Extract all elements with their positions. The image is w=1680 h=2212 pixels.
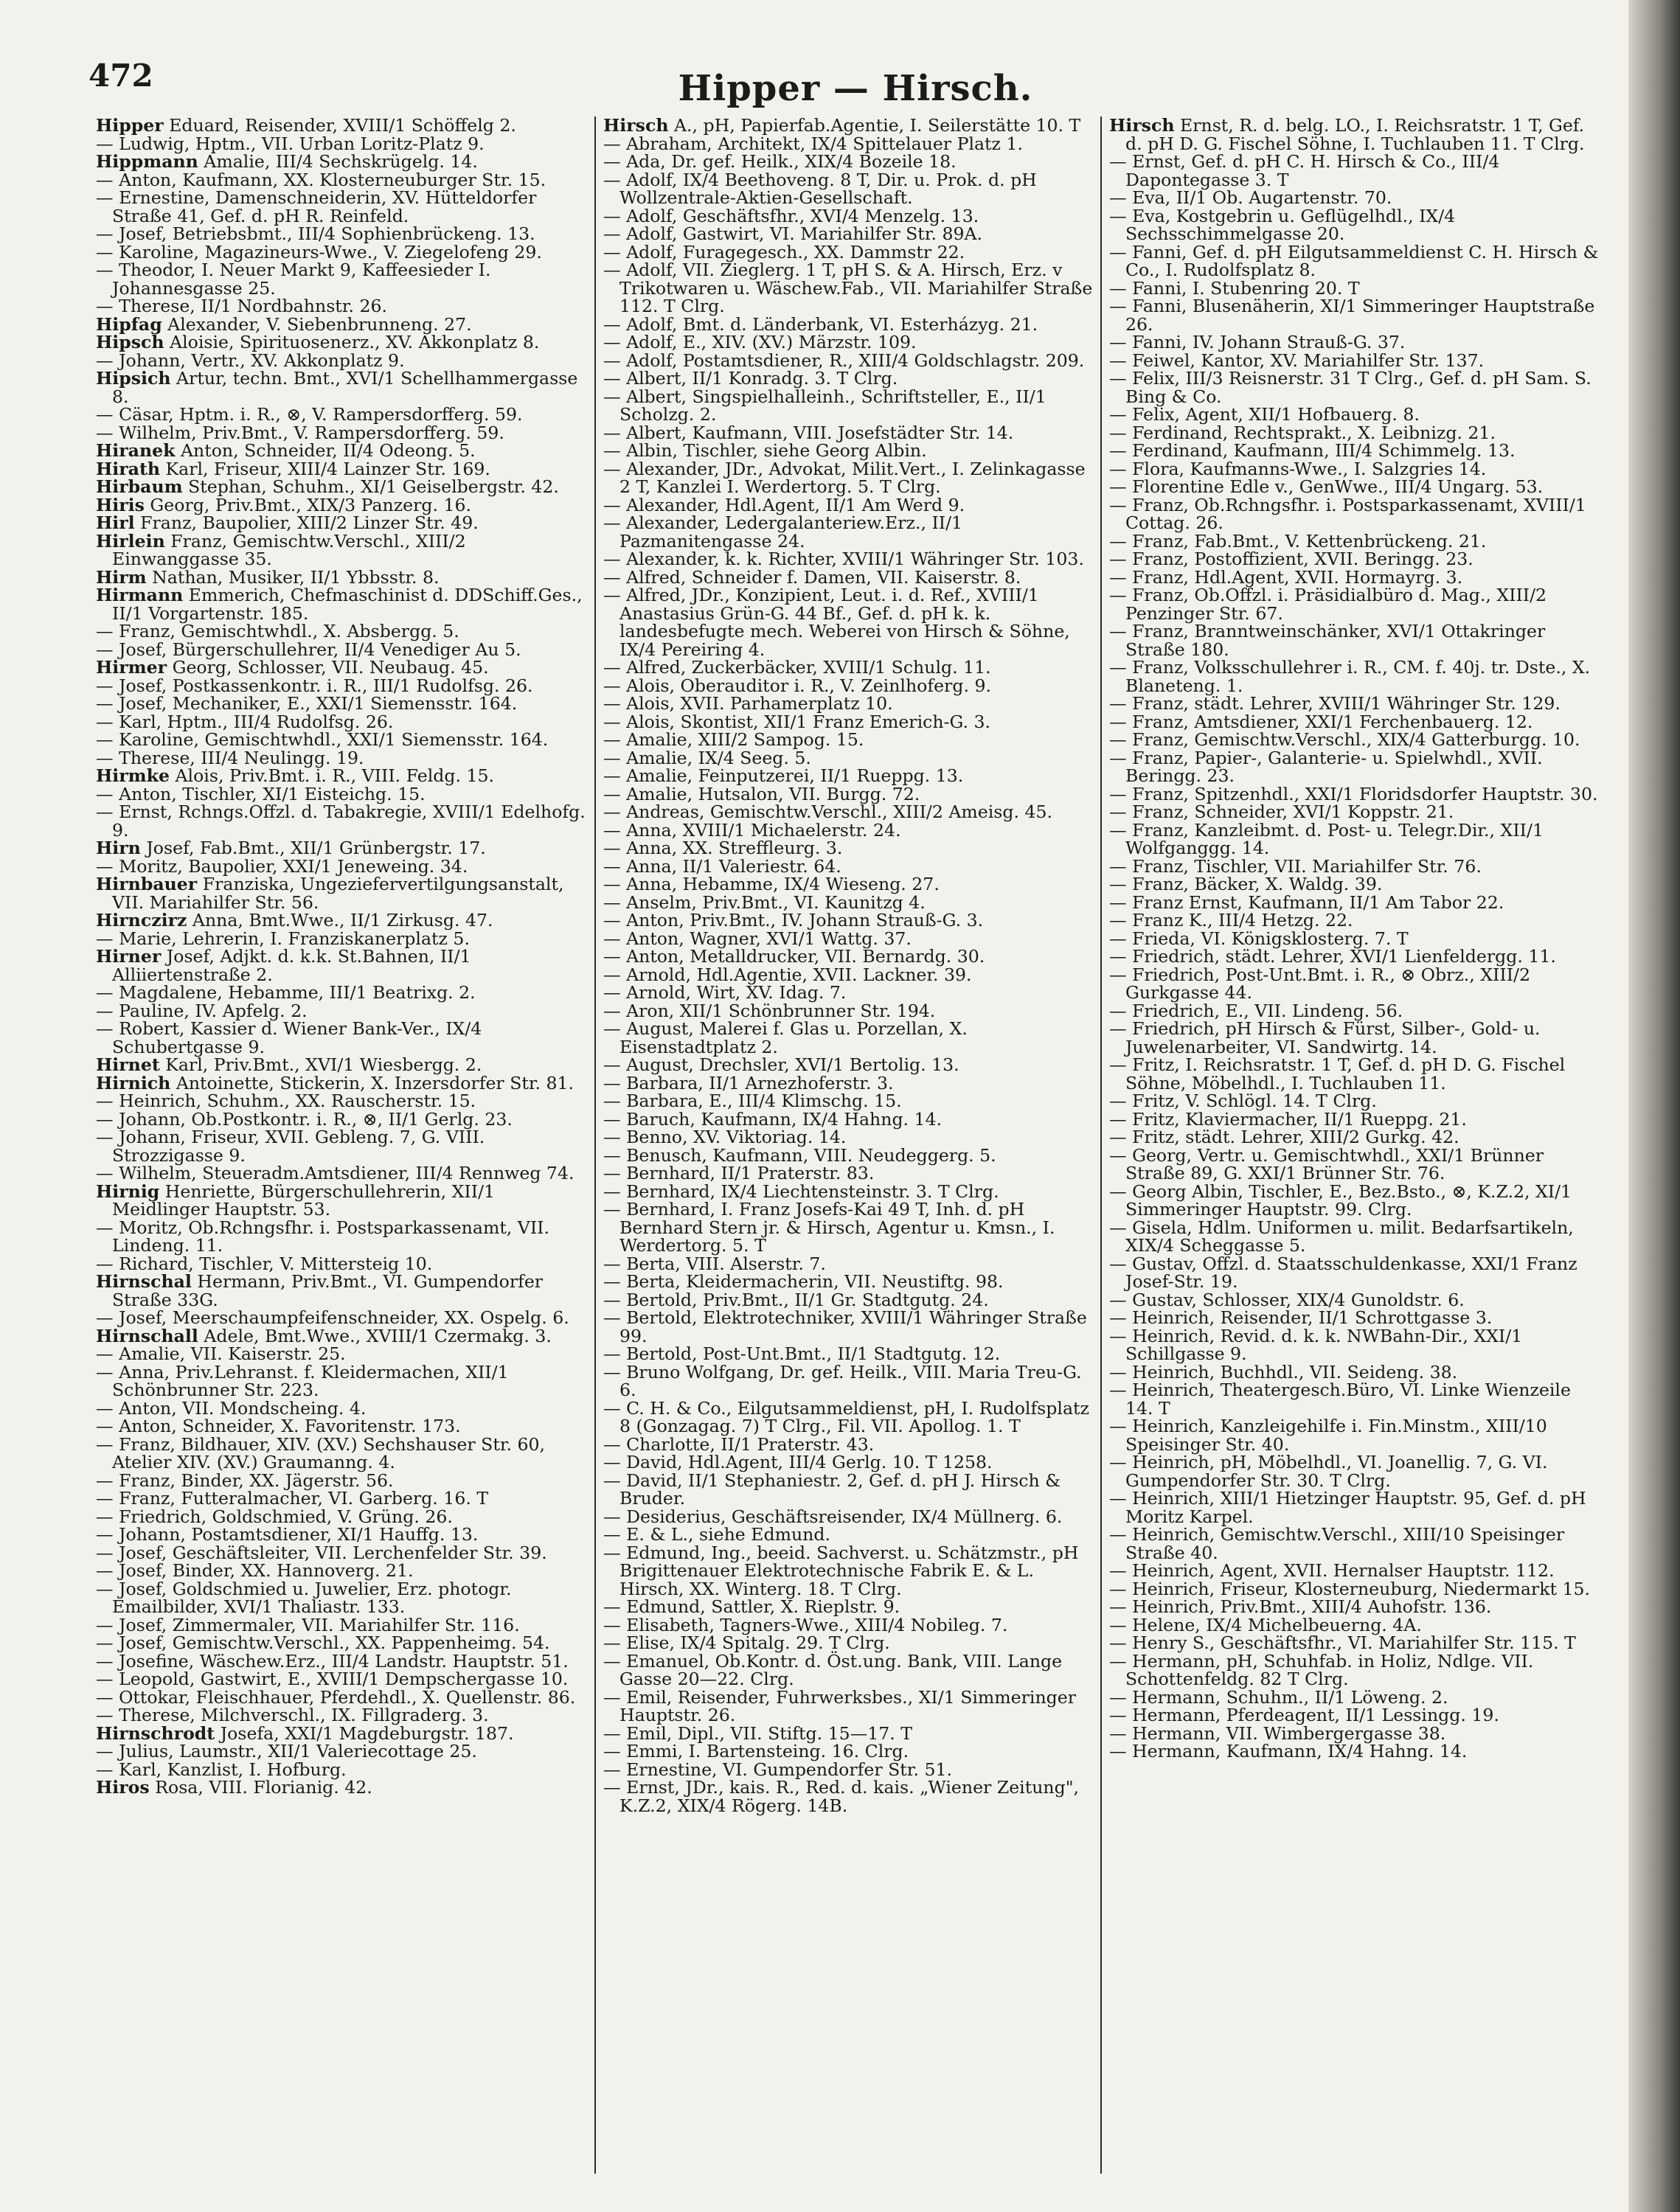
directory-entry: — Alfred, JDr., Konzipient, Leut. i. d. Ref., XVIII/1 Anastasius Grün-G. 44 Bf., Gef. d. pH k. k. landesbefugte mech. Weberei von Hirsch & Söhne, IX/4 Pereiring 4.	[603, 585, 1070, 660]
directory-entry: — Anton, VII. Mondscheing. 4.	[96, 1397, 367, 1419]
directory-entry: — Emil, Reisender, Fuhrwerksbes., XI/1 Simmeringer Hauptstr. 26.	[603, 1686, 1076, 1725]
columns-container	[88, 116, 1608, 2174]
directory-entry: — Ernst, Gef. d. pH C. H. Hirsch & Co., III/4 Dapontegasse 3. T	[1109, 151, 1500, 190]
directory-entry: — Bernhard, II/1 Praterstr. 83.	[603, 1163, 875, 1183]
directory-entry: — Bruno Wolfgang, Dr. gef. Heilk., VIII. Maria Treu-G. 6.	[603, 1361, 1082, 1400]
directory-entry: — Karl, Kanzlist, I. Hofburg.	[96, 1759, 347, 1780]
directory-entry: — Heinrich, Theatergesch.Büro, VI. Linke Wienzeile 14. T	[1109, 1380, 1571, 1419]
directory-entry: — Franz, Bäcker, X. Waldg. 39.	[1109, 874, 1383, 894]
directory-entry: — Therese, III/4 Neulingg. 19.	[96, 747, 364, 768]
directory-entry: Hirlein Franz, Gemischtw.Verschl., XIII/2 Einwanggasse 35.	[96, 530, 466, 569]
directory-entry: — Moritz, Ob.Rchngsfhr. i. Postsparkassenamt, VII. Lindeng. 11.	[96, 1217, 549, 1256]
directory-entry: — Heinrich, Revid. d. k. k. NWBahn-Dir., XXI/1 Schillgasse 9.	[1109, 1325, 1523, 1364]
directory-entry: — Anna, II/1 Valeriestr. 64.	[603, 855, 841, 877]
directory-entry: — Franz, Ob.Rchngsfhr. i. Postsparkassenamt, XVIII/1 Cottag. 26.	[1109, 494, 1586, 533]
directory-entry: — C. H. & Co., Eilgutsammeldienst, pH, I. Rudolfsplatz 8 (Gonzagag. 7) T Clrg., Fil. VII. Apollog. 1. T	[603, 1397, 1089, 1436]
directory-entry: Hirmann Emmerich, Chefmaschinist d. DDSchiff.Ges., II/1 Vorgartenstr. 185.	[96, 585, 583, 624]
directory-entry: — Adolf, Furagegesch., XX. Dammstr 22.	[603, 241, 965, 262]
directory-entry: — Alexander, k. k. Richter, XVIII/1 Währinger Str. 103.	[603, 549, 1084, 569]
directory-entry: — Eva, Kostgebrin u. Geflügelhdl., IX/4 Sechsschimmelgasse 20.	[1109, 205, 1456, 244]
directory-entry: — Theodor, I. Neuer Markt 9, Kaffeesieder I. Johannesgasse 25.	[96, 260, 491, 299]
directory-entry: Hiros Rosa, VIII. Florianig. 42.	[96, 1777, 372, 1798]
directory-entry: — Franz, Schneider, XVI/1 Koppstr. 21.	[1109, 801, 1454, 822]
directory-entry: — Anton, Tischler, XI/1 Eisteichg. 15.	[96, 783, 426, 804]
directory-entry: — Josef, Bürgerschullehrer, II/4 Venediger Au 5.	[96, 639, 521, 660]
directory-entry: — Franz, Papier-, Galanterie- u. Spielwhdl., XVII. Beringg. 23.	[1109, 747, 1543, 786]
directory-entry: — Franz, Kanzleibmt. d. Post- u. Telegr.Dir., XII/1 Wolfganggg. 14.	[1109, 819, 1544, 858]
directory-entry: Hirm Nathan, Musiker, II/1 Ybbsstr. 8.	[96, 566, 440, 588]
directory-entry: — Gisela, Hdlm. Uniformen u. milit. Bedarfsartikeln, XIX/4 Scheggasse 5.	[1109, 1217, 1574, 1256]
directory-entry: Hippmann Amalie, III/4 Sechskrügelg. 14.	[96, 151, 478, 172]
directory-entry: — Heinrich, Reisender, II/1 Schrottgasse 3.	[1109, 1307, 1493, 1328]
directory-entry: — Frieda, VI. Königsklosterg. 7. T	[1109, 928, 1409, 949]
directory-entry: Hirath Karl, Friseur, XIII/4 Lainzer Str. 169.	[96, 458, 490, 479]
column-right	[1100, 116, 1606, 2174]
directory-entry: — Franz, städt. Lehrer, XVIII/1 Währinger Str. 129.	[1109, 693, 1561, 714]
directory-entry: — Ludwig, Hptm., VII. Urban Loritz-Platz 9.	[96, 133, 485, 154]
directory-entry: — Hermann, pH, Schuhfab. in Holiz, Ndlge. VII. Schottenfeldg. 82 T Clrg.	[1109, 1650, 1534, 1689]
directory-entry: Hirsch A., pH, Papierfab.Agentie, I. Seilerstätte 10. T	[603, 116, 1081, 136]
directory-entry: Hirnczirz Anna, Bmt.Wwe., II/1 Zirkusg. 47.	[96, 910, 493, 931]
directory-entry: — Fritz, I. Reichsratstr. 1 T, Gef. d. pH D. G. Fischel Söhne, Möbelhdl., I. Tuchlauben 11.	[1109, 1054, 1566, 1093]
directory-entry: — Arnold, Hdl.Agentie, XVII. Lackner. 39.	[603, 964, 972, 985]
directory-entry: — Barbara, E., III/4 Klimschg. 15.	[603, 1091, 902, 1111]
directory-entry: — Franz, Tischler, VII. Mariahilfer Str. 76.	[1109, 855, 1482, 877]
directory-entry: — Amalie, IX/4 Seeg. 5.	[603, 747, 811, 768]
directory-entry: — Gustav, Schlosser, XIX/4 Gunoldstr. 6.	[1109, 1289, 1465, 1310]
directory-entry: Hirnschall Adele, Bmt.Wwe., XVIII/1 Czermakg. 3.	[96, 1325, 552, 1346]
directory-entry: — Ernst, JDr., kais. R., Red. d. kais. „Wiener Zeitung", K.Z.2, XIX/4 Rögerg. 14B.	[603, 1777, 1080, 1816]
directory-entry: — Heinrich, Friseur, Klosterneuburg, Niedermarkt 15.	[1109, 1578, 1591, 1599]
directory-entry: — Heinrich, Schuhm., XX. Rauscherstr. 15.	[96, 1091, 476, 1111]
directory-entry: — Adolf, Bmt. d. Länderbank, VI. Esterházyg. 21.	[603, 313, 1038, 335]
page-edge-shadow	[1628, 0, 1680, 2212]
directory-entry: — Franz, Gemischtwhdl., X. Absbergg. 5.	[96, 621, 459, 641]
directory-entry: — Heinrich, XIII/1 Hietzinger Hauptstr. 95, Gef. d. pH Moritz Karpel.	[1109, 1488, 1586, 1527]
directory-entry: — Elise, IX/4 Spitalg. 29. T Clrg.	[603, 1632, 890, 1653]
directory-entry: — Heinrich, Buchhdl., VII. Seideng. 38.	[1109, 1361, 1458, 1382]
directory-entry: — Hermann, VII. Wimbergergasse 38.	[1109, 1722, 1446, 1744]
directory-entry: — Pauline, IV. Apfelg. 2.	[96, 1000, 308, 1021]
directory-entry: — Adolf, Postamtsdiener, R., XIII/4 Goldschlagstr. 209.	[603, 349, 1085, 371]
directory-entry: — Franz, Fab.Bmt., V. Kettenbrückeng. 21.	[1109, 530, 1487, 552]
directory-entry: — Robert, Kassier d. Wiener Bank-Ver., IX/4 Schubertgasse 9.	[96, 1018, 482, 1057]
directory-entry: — Emanuel, Ob.Kontr. d. Öst.ung. Bank, VIII. Lange Gasse 20—22. Clrg.	[603, 1650, 1063, 1689]
directory-entry: — Josefine, Wäschew.Erz., III/4 Landstr. Hauptstr. 51.	[96, 1650, 569, 1672]
directory-entry: — Alexander, Hdl.Agent, II/1 Am Werd 9.	[603, 494, 965, 515]
directory-entry: — Johann, Friseur, XVII. Gebleng. 7, G. VIII. Strozzigasse 9.	[96, 1127, 485, 1166]
directory-entry: Hirnet Karl, Priv.Bmt., XVI/1 Wiesbergg. 2.	[96, 1054, 482, 1075]
directory-entry: — Heinrich, pH, Möbelhdl., VI. Joanellig. 7, G. VI. Gumpendorfer Str. 30. T Clrg.	[1109, 1452, 1548, 1491]
directory-entry: — Alexander, JDr., Advokat, Milit.Vert., I. Zelinkagasse 2 T, Kanzlei I. Werdertorg. 5. T Clrg.	[603, 458, 1086, 497]
directory-entry: — David, II/1 Stephaniestr. 2, Gef. d. pH J. Hirsch & Bruder.	[603, 1470, 1061, 1509]
directory-entry: Hipper Eduard, Reisender, XVIII/1 Schöffelg 2.	[96, 116, 516, 136]
directory-entry: — Anton, Priv.Bmt., IV. Johann Strauß-G. 3.	[603, 910, 984, 931]
directory-entry: — Julius, Laumstr., XII/1 Valeriecottage 25.	[96, 1741, 477, 1761]
directory-entry: Hipfag Alexander, V. Siebenbrunneng. 27.	[96, 313, 472, 335]
directory-entry: — Fanni, IV. Johann Strauß-G. 37.	[1109, 332, 1406, 352]
directory-entry: — Ottokar, Fleischhauer, Pferdehdl., X. Quellenstr. 86.	[96, 1686, 576, 1708]
directory-entry: — Adolf, VII. Zieglerg. 1 T, pH S. & A. Hirsch, Erz. v Trikotwaren u. Wäschew.Fab., VII. Mariahilfer Straße 112. T Clrg.	[603, 260, 1093, 316]
directory-entry: — Hermann, Pferdeagent, II/1 Lessingg. 19.	[1109, 1705, 1499, 1725]
running-title: Hipper — Hirsch.	[678, 68, 1033, 109]
directory-entry: — Albert, Singspielhalleinh., Schriftsteller, E., II/1 Scholzg. 2.	[603, 386, 1046, 425]
directory-entry: — Benusch, Kaufmann, VIII. Neudeggerg. 5.	[603, 1144, 996, 1166]
directory-entry: — Ernst, Rchngs.Offzl. d. Tabakregie, XVIII/1 Edelhofg. 9.	[96, 801, 586, 841]
directory-entry: — Alois, Oberauditor i. R., V. Zeinlhoferg. 9.	[603, 675, 991, 696]
directory-entry: Hirsch Ernst, R. d. belg. LO., I. Reichsratstr. 1 T, Gef. d. pH D. G. Fischel Söhne, I. Tuchlauben 11. T Clrg.	[1109, 116, 1585, 154]
directory-entry: — Anton, Kaufmann, XX. Klosterneuburger Str. 15.	[96, 169, 546, 190]
directory-entry: — Johann, Postamtsdiener, XI/1 Hauffg. 13.	[96, 1524, 479, 1545]
directory-entry: — Feiwel, Kantor, XV. Mariahilfer Str. 137.	[1109, 349, 1485, 371]
directory-entry: — Josef, Mechaniker, E., XXI/1 Siemensstr. 164.	[96, 693, 518, 714]
directory-entry: — Anna, XVIII/1 Michaelerstr. 24.	[603, 819, 901, 841]
directory-entry: Hirmer Georg, Schlosser, VII. Neubaug. 45.	[96, 657, 489, 678]
directory-entry: — Franz, Ob.Offzl. i. Präsidialbüro d. Mag., XIII/2 Penzinger Str. 67.	[1109, 585, 1547, 624]
directory-entry: — Flora, Kaufmanns-Wwe., I. Salzgries 14.	[1109, 458, 1487, 479]
directory-entry: Hirnschrodt Josefa, XXI/1 Magdeburgstr. 187.	[96, 1722, 514, 1744]
directory-entry: — Friedrich, Post-Unt.Bmt. i. R., ⊗ Obrz., XIII/2 Gurkgasse 44.	[1109, 964, 1530, 1003]
directory-entry: — Fanni, Gef. d. pH Eilgutsammeldienst C. H. Hirsch & Co., I. Rudolfsplatz 8.	[1109, 241, 1599, 280]
directory-entry: — Fanni, Blusenäherin, XI/1 Simmeringer Hauptstraße 26.	[1109, 296, 1595, 335]
directory-entry: — Edmund, Sattler, X. Rieplstr. 9.	[603, 1596, 900, 1617]
directory-entry: — Aron, XII/1 Schönbrunner Str. 194.	[603, 1000, 936, 1021]
directory-entry: — Fanni, I. Stubenring 20. T	[1109, 277, 1360, 299]
directory-entry: — Adolf, Geschäftsfhr., XVI/4 Menzelg. 13.	[603, 205, 979, 226]
directory-entry: — Emmi, I. Bartensteing. 16. Clrg.	[603, 1741, 909, 1761]
directory-entry: — Elisabeth, Tagners-Wwe., XIII/4 Nobileg. 7.	[603, 1614, 1008, 1635]
directory-entry: — Anton, Schneider, X. Favoritenstr. 173.	[96, 1416, 461, 1436]
directory-entry: — Anna, XX. Streffleurg. 3.	[603, 838, 843, 858]
directory-entry: — August, Malerei f. Glas u. Porzellan, X. Eisenstadtplatz 2.	[603, 1018, 968, 1057]
directory-entry: — Alfred, Schneider f. Damen, VII. Kaiserstr. 8.	[603, 566, 1021, 588]
directory-entry: — Heinrich, Kanzleigehilfe i. Fin.Minstm., XIII/10 Speisinger Str. 40.	[1109, 1416, 1547, 1455]
directory-entry: — Franz Ernst, Kaufmann, II/1 Am Tabor 22.	[1109, 891, 1504, 913]
directory-entry: — Hermann, Kaufmann, IX/4 Hahng. 14.	[1109, 1741, 1468, 1761]
directory-entry: — Josef, Binder, XX. Hannoverg. 21.	[96, 1560, 414, 1581]
directory-entry: — Alois, Skontist, XII/1 Franz Emerich-G. 3.	[603, 711, 991, 732]
directory-entry: — Henry S., Geschäftsfhr., VI. Mariahilfer Str. 115. T	[1109, 1632, 1576, 1653]
directory-entry: — Franz, Futteralmacher, VI. Garberg. 16. T	[96, 1488, 489, 1509]
directory-entry: — Franz, Hdl.Agent, XVII. Hormayrg. 3.	[1109, 566, 1463, 588]
directory-entry: — Wilhelm, Steueradm.Amtsdiener, III/4 Rennweg 74.	[96, 1163, 575, 1183]
directory-entry: — Adolf, E., XIV. (XV.) Märzstr. 109.	[603, 332, 917, 352]
directory-entry: Hipsich Artur, techn. Bmt., XVI/1 Schellhammergasse 8.	[96, 368, 578, 407]
directory-entry: — Amalie, VII. Kaiserstr. 25.	[96, 1343, 346, 1364]
directory-entry: — Friedrich, städt. Lehrer, XVI/1 Lienfeldergg. 11.	[1109, 946, 1556, 967]
directory-entry: — Josef, Gemischtw.Verschl., XX. Pappenheimg. 54.	[96, 1632, 550, 1653]
directory-entry: — Adolf, Gastwirt, VI. Mariahilfer Str. 89A.	[603, 223, 983, 244]
directory-entry: — Franz, Binder, XX. Jägerstr. 56.	[96, 1470, 394, 1491]
directory-entry: — Josef, Meerschaumpfeifenschneider, XX. Ospelg. 6.	[96, 1307, 569, 1328]
directory-entry: Hiris Georg, Priv.Bmt., XIX/3 Panzerg. 16.	[96, 494, 471, 515]
directory-entry: — Anton, Metalldrucker, VII. Bernardg. 30.	[603, 946, 985, 967]
directory-entry: — Felix, III/3 Reisnerstr. 31 T Clrg., Gef. d. pH Sam. S. Bing & Co.	[1109, 368, 1592, 407]
directory-entry: — Albin, Tischler, siehe Georg Albin.	[603, 440, 927, 461]
directory-entry: — Ernestine, Damenschneiderin, XV. Hütteldorfer Straße 41, Gef. d. pH R. Reinfeld.	[96, 187, 537, 226]
directory-entry: — Ferdinand, Kaufmann, III/4 Schimmelg. 13.	[1109, 440, 1516, 461]
directory-entry: — Amalie, XIII/2 Sampog. 15.	[603, 729, 864, 750]
directory-entry: Hirbaum Stephan, Schuhm., XI/1 Geiselbergstr. 42.	[96, 476, 559, 497]
directory-entry: — Georg Albin, Tischler, E., Bez.Bsto., ⊗, K.Z.2, XI/1 Simmeringer Hauptstr. 99. Clrg.	[1109, 1180, 1572, 1220]
directory-entry: — E. & L., siehe Edmund.	[603, 1524, 830, 1545]
directory-entry: — Ferdinand, Rechtsprakt., X. Leibnizg. 21.	[1109, 422, 1496, 443]
directory-entry: — Moritz, Baupolier, XXI/1 Jeneweing. 34.	[96, 855, 468, 877]
directory-entry: — Franz, Postoffizient, XVII. Beringg. 23.	[1109, 549, 1474, 569]
directory-entry: — Anna, Priv.Lehranst. f. Kleidermachen, XII/1 Schönbrunner Str. 223.	[96, 1361, 509, 1400]
directory-entry: Hiranek Anton, Schneider, II/4 Odeong. 5.	[96, 440, 476, 461]
directory-entry: Hipsch Aloisie, Spirituosenerz., XV. Akkonplatz 8.	[96, 332, 540, 352]
directory-entry: — Fritz, städt. Lehrer, XIII/2 Gurkg. 42.	[1109, 1127, 1459, 1147]
directory-entry: — Bertold, Post-Unt.Bmt., II/1 Stadtgutg. 12.	[603, 1343, 1001, 1364]
directory-entry: Hirnig Henriette, Bürgerschullehrerin, XII/1 Meidlinger Hauptstr. 53.	[96, 1180, 496, 1220]
directory-entry: — August, Drechsler, XVI/1 Bertolig. 13.	[603, 1054, 959, 1075]
directory-entry: — Ada, Dr. gef. Heilk., XIX/4 Bozeile 18.	[603, 151, 957, 172]
directory-entry: — Adolf, IX/4 Beethoveng. 8 T, Dir. u. Prok. d. pH Wollzentrale-Aktien-Gesellschaft.	[603, 169, 1037, 208]
directory-entry: — Franz, Branntweinschänker, XVI/1 Ottakringer Straße 180.	[1109, 621, 1546, 660]
directory-entry: — Felix, Agent, XII/1 Hofbauerg. 8.	[1109, 404, 1420, 425]
column-middle	[594, 116, 1100, 2174]
directory-entry: — Fritz, V. Schlögl. 14. T Clrg.	[1109, 1091, 1377, 1111]
directory-entry: — Franz, Volksschullehrer i. R., CM. f. 40j. tr. Dste., X. Blaneteng. 1.	[1109, 657, 1591, 696]
page-number: 472	[88, 58, 153, 94]
directory-entry: — Alexander, Ledergalanteriew.Erz., II/1 Pazmanitengasse 24.	[603, 512, 963, 552]
directory-entry: — Richard, Tischler, V. Mittersteig 10.	[96, 1253, 433, 1274]
directory-entry: — Cäsar, Hptm. i. R., ⊗, V. Rampersdorfferg. 59.	[96, 404, 523, 425]
directory-entry: — Friedrich, Goldschmied, V. Grüng. 26.	[96, 1506, 453, 1527]
directory-entry: — Amalie, Hutsalon, VII. Burgg. 72.	[603, 783, 920, 804]
directory-entry: — Leopold, Gastwirt, E., XVIII/1 Dempschergasse 10.	[96, 1669, 569, 1689]
directory-entry: — Karoline, Magazineurs-Wwe., V. Ziegelofeng 29.	[96, 241, 542, 262]
directory-entry: — Albert, Kaufmann, VIII. Josefstädter Str. 14.	[603, 422, 1014, 443]
directory-entry: — Arnold, Wirt, XV. Idag. 7.	[603, 982, 847, 1003]
page-header	[0, 0, 1680, 109]
directory-entry: — Karl, Hptm., III/4 Rudolfsg. 26.	[96, 711, 394, 732]
directory-entry: — Benno, XV. Viktoriag. 14.	[603, 1127, 847, 1147]
directory-entry: Hirmke Alois, Priv.Bmt. i. R., VIII. Feldg. 15.	[96, 765, 495, 786]
directory-entry: — Edmund, Ing., beeid. Sachverst. u. Schätzmstr., pH Brigittenauer Elektrotechnische Fabrik E. & L. Hirsch, XX. Winterg. 18. T Clrg.	[603, 1542, 1079, 1599]
directory-entry: — Franz K., III/4 Hetzg. 22.	[1109, 910, 1353, 931]
directory-entry: — Johann, Vertr., XV. Akkonplatz 9.	[96, 349, 405, 371]
directory-entry: — Georg, Vertr. u. Gemischtwhdl., XXI/1 Brünner Straße 89, G. XXI/1 Brünner Str. 76.	[1109, 1144, 1544, 1183]
directory-entry: — Bernhard, IX/4 Liechtensteinstr. 3. T Clrg.	[603, 1180, 999, 1202]
directory-entry: — Alois, XVII. Parhamerplatz 10.	[603, 693, 893, 714]
directory-entry: — Marie, Lehrerin, I. Franziskanerplatz 5.	[96, 928, 470, 949]
directory-entry: — Josef, Postkassenkontr. i. R., III/1 Rudolfsg. 26.	[96, 675, 533, 696]
directory-entry: — Josef, Goldschmied u. Juwelier, Erz. photogr. Emailbilder, XVI/1 Thaliastr. 133.	[96, 1578, 512, 1617]
directory-entry: — Josef, Geschäftsleiter, VII. Lerchenfelder Str. 39.	[96, 1542, 547, 1563]
directory-entry: — Berta, VIII. Alserstr. 7.	[603, 1253, 826, 1274]
directory-entry: — Anton, Wagner, XVI/1 Wattg. 37.	[603, 928, 912, 949]
directory-entry: — Friedrich, pH Hirsch & Fürst, Silber-, Gold- u. Juwelenarbeiter, VI. Sandwirtg. 14.	[1109, 1018, 1541, 1057]
directory-entry: — Eva, II/1 Ob. Augartenstr. 70.	[1109, 187, 1392, 208]
directory-entry: — Franz, Gemischtw.Verschl., XIX/4 Gatterburgg. 10.	[1109, 729, 1580, 750]
directory-entry: — Therese, Milchverschl., IX. Fillgraderg. 3.	[96, 1705, 489, 1725]
directory-entry: — Florentine Edle v., GenWwe., III/4 Ungarg. 53.	[1109, 476, 1544, 497]
directory-entry: Hirn Josef, Fab.Bmt., XII/1 Grünbergstr. 17.	[96, 838, 486, 858]
directory-entry: Hirl Franz, Baupolier, XIII/2 Linzer Str. 49.	[96, 512, 479, 533]
directory-entry: — Therese, II/1 Nordbahnstr. 26.	[96, 296, 387, 316]
directory-entry: — Heinrich, Gemischtw.Verschl., XIII/10 Speisinger Straße 40.	[1109, 1524, 1565, 1563]
directory-entry: — Josef, Betriebsbmt., III/4 Sophienbrückeng. 13.	[96, 223, 535, 244]
directory-entry: — Bertold, Priv.Bmt., II/1 Gr. Stadtgutg. 24.	[603, 1289, 989, 1310]
directory-entry: — Ernestine, VI. Gumpendorfer Str. 51.	[603, 1759, 952, 1780]
directory-entry: — Wilhelm, Priv.Bmt., V. Rampersdorfferg. 59.	[96, 422, 504, 443]
directory-entry: — Fritz, Klaviermacher, II/1 Rueppg. 21.	[1109, 1108, 1467, 1130]
directory-entry: — Josef, Zimmermaler, VII. Mariahilfer Str. 116.	[96, 1614, 520, 1635]
directory-entry: — David, Hdl.Agent, III/4 Gerlg. 10. T 1258.	[603, 1452, 993, 1472]
directory-entry: — Alfred, Zuckerbäcker, XVIII/1 Schulg. 11.	[603, 657, 991, 678]
directory-entry: — Franz, Spitzenhdl., XXI/1 Floridsdorfer Hauptstr. 30.	[1109, 783, 1598, 804]
directory-entry: Hirnbauer Franziska, Ungeziefervertilgungsanstalt, VII. Mariahilfer Str. 56.	[96, 874, 564, 913]
directory-entry: — Andreas, Gemischtw.Verschl., XIII/2 Ameisg. 45.	[603, 801, 1053, 822]
directory-entry: — Hermann, Schuhm., II/1 Löweng. 2.	[1109, 1686, 1448, 1708]
directory-entry: — Helene, IX/4 Michelbeuerng. 4A.	[1109, 1614, 1422, 1635]
directory-entry: — Anna, Hebamme, IX/4 Wieseng. 27.	[603, 874, 940, 894]
directory-entry: — Desiderius, Geschäftsreisender, IX/4 Müllnerg. 6.	[603, 1506, 1063, 1527]
directory-entry: — Emil, Dipl., VII. Stiftg. 15—17. T	[603, 1722, 912, 1744]
directory-entry: — Baruch, Kaufmann, IX/4 Hahng. 14.	[603, 1108, 943, 1130]
directory-entry: — Charlotte, II/1 Praterstr. 43.	[603, 1433, 875, 1455]
directory-entry: — Bernhard, I. Franz Josefs-Kai 49 T, Inh. d. pH Bernhard Stern jr. & Hirsch, Agentur u. Kmsn., I. Werdertorg. 5. T	[603, 1199, 1055, 1256]
directory-entry: — Barbara, II/1 Arnezhoferstr. 3.	[603, 1072, 894, 1093]
directory-entry: — Heinrich, Agent, XVII. Hernalser Hauptstr. 112.	[1109, 1560, 1555, 1581]
directory-entry: — Anselm, Priv.Bmt., VI. Kaunitzg 4.	[603, 891, 926, 913]
directory-entry: — Magdalene, Hebamme, III/1 Beatrixg. 2.	[96, 982, 476, 1003]
directory-entry: — Albert, II/1 Konradg. 3. T Clrg.	[603, 368, 898, 389]
directory-entry: — Johann, Ob.Postkontr. i. R., ⊗, II/1 Gerlg. 23.	[96, 1108, 513, 1130]
directory-entry: — Bertold, Elektrotechniker, XVIII/1 Währinger Straße 99.	[603, 1307, 1087, 1346]
directory-entry: — Franz, Bildhauer, XIV. (XV.) Sechshauser Str. 60, Atelier XIV. (XV.) Graumanng. 4.	[96, 1433, 546, 1472]
directory-entry: — Franz, Amtsdiener, XXI/1 Ferchenbauerg. 12.	[1109, 711, 1533, 732]
directory-entry: — Berta, Kleidermacherin, VII. Neustiftg. 98.	[603, 1271, 1004, 1292]
directory-entry: — Friedrich, E., VII. Lindeng. 56.	[1109, 1000, 1403, 1021]
directory-entry: — Amalie, Feinputzerei, II/1 Rueppg. 13.	[603, 765, 964, 786]
column-left	[88, 116, 594, 2174]
directory-entry: — Heinrich, Priv.Bmt., XIII/4 Auhofstr. 136.	[1109, 1596, 1492, 1617]
directory-entry: Hirnschal Hermann, Priv.Bmt., VI. Gumpendorfer Straße 33G.	[96, 1271, 544, 1310]
directory-entry: — Abraham, Architekt, IX/4 Spittelauer Platz 1.	[603, 133, 1023, 154]
directory-entry: — Karoline, Gemischtwhdl., XXI/1 Siemensstr. 164.	[96, 729, 549, 750]
directory-entry: Hirner Josef, Adjkt. d. k.k. St.Bahnen, II/1 Alliiertenstraße 2.	[96, 946, 471, 985]
directory-entry: — Gustav, Offzl. d. Staatsschuldenkasse, XXI/1 Franz Josef-Str. 19.	[1109, 1253, 1577, 1292]
directory-entry: Hirnich Antoinette, Stickerin, X. Inzersdorfer Str. 81.	[96, 1072, 575, 1093]
